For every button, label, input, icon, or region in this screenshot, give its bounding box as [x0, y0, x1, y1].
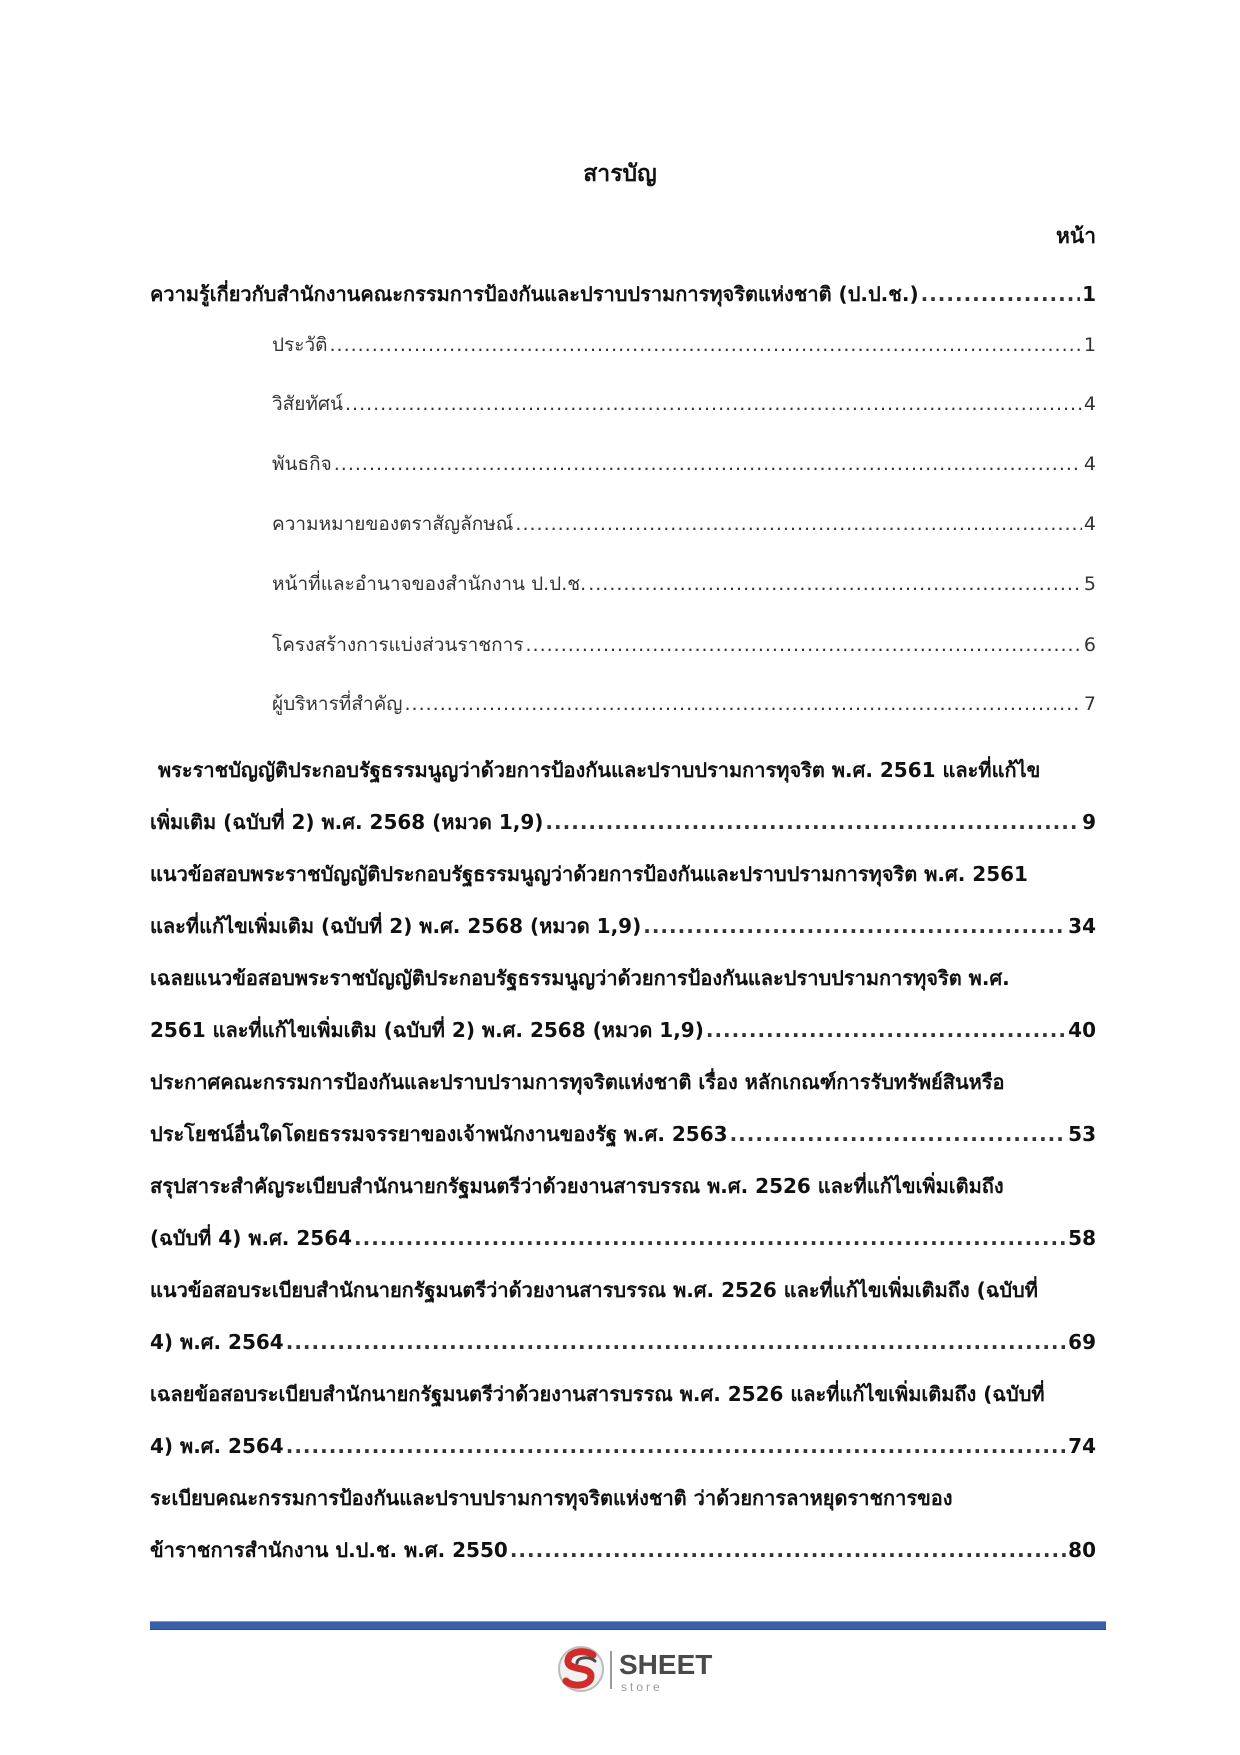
toc-page-number: 4	[1083, 513, 1096, 535]
toc-page-number: 74	[1068, 1434, 1096, 1458]
logo-subtext: store	[621, 1680, 663, 1694]
toc-entry-text: พระราชบัญญัติประกอบรัฐธรรมนูญว่าด้วยการป้องกันและปราบปรามการทุจริต พ.ศ. 2561 และที่แก้ไข	[158, 758, 1041, 782]
toc-entry-text: (ฉบับที่ 4) พ.ศ. 2564	[150, 1226, 353, 1250]
toc-subentry[interactable]	[272, 686, 1096, 722]
toc-entry-text: สรุปสาระสำคัญระเบียบสำนักนายกรัฐมนตรีว่าด้วยงานสารบรรณ พ.ศ. 2526 และที่แก้ไขเพิ่มเติมถึง	[150, 1174, 1004, 1198]
toc-entry-text: หน้าที่และอำนาจของสำนักงาน ป.ป.ช.	[272, 573, 587, 595]
toc-entry-text: แนวข้อสอบระเบียบสำนักนายกรัฐมนตรีว่าด้วยงานสารบรรณ พ.ศ. 2526 และที่แก้ไขเพิ่มเติมถึง (ฉบับที่	[150, 1278, 1038, 1302]
dot-leader	[286, 1420, 1066, 1472]
dot-leader	[354, 1212, 1066, 1264]
toc-page-number: 40	[1068, 1018, 1096, 1042]
toc-entry-text: ระเบียบคณะกรรมการป้องกันและปราบปรามการทุจริตแห่งชาติ ว่าด้วยการลาหยุดราชการของ	[150, 1486, 953, 1510]
toc-page-number: 80	[1068, 1538, 1096, 1562]
dot-leader	[345, 386, 1082, 422]
toc-entry[interactable]	[150, 1160, 1096, 1264]
toc-subentry[interactable]	[272, 446, 1096, 482]
dot-leader	[329, 327, 1081, 363]
sheet-store-logo	[555, 1641, 725, 1697]
toc-page-number: 1	[1083, 334, 1096, 356]
toc-page-number: 5	[1083, 573, 1096, 595]
toc-entry-text: วิสัยทัศน์	[272, 393, 343, 415]
toc-entry-text: ผู้บริหารที่สำคัญ	[272, 693, 403, 715]
dot-leader	[706, 1004, 1066, 1056]
toc-subentry[interactable]	[272, 566, 1096, 602]
toc-entry-text: เพิ่มเติม (ฉบับที่ 2) พ.ศ. 2568 (หมวด 1,9)	[150, 810, 544, 834]
toc-page-number: 58	[1068, 1226, 1096, 1250]
toc-entry[interactable]	[150, 1368, 1096, 1472]
toc-subentry[interactable]	[272, 506, 1096, 542]
toc-page-number: 1	[1082, 282, 1096, 306]
toc-page-number: 69	[1068, 1330, 1096, 1354]
toc-entry[interactable]	[150, 268, 1096, 320]
dot-leader	[526, 627, 1082, 663]
toc-entry[interactable]	[150, 1056, 1096, 1160]
toc-entry-text: ประวัติ	[272, 334, 328, 356]
logo-text: SHEET	[619, 1649, 713, 1680]
toc-entry-text: 4) พ.ศ. 2564	[150, 1330, 284, 1354]
dot-leader	[643, 900, 1066, 952]
toc-entry-text: เฉลยข้อสอบระเบียบสำนักนายกรัฐมนตรีว่าด้วยงานสารบรรณ พ.ศ. 2526 และที่แก้ไขเพิ่มเติมถึง (ฉบับที่	[150, 1382, 1045, 1406]
toc-entry-text: ประโยชน์อื่นใดโดยธรรมจรรยาของเจ้าพนักงานของรัฐ พ.ศ. 2563	[150, 1122, 728, 1146]
sheet-store-logo-graphic	[555, 1641, 725, 1697]
page-title: สารบัญ	[583, 161, 657, 187]
dot-leader	[515, 506, 1082, 542]
toc-entry-text: ความรู้เกี่ยวกับสำนักงานคณะกรรมการป้องกันและปราบปรามการทุจริตแห่งชาติ (ป.ป.ช.)	[150, 282, 919, 306]
toc-entry[interactable]	[150, 744, 1096, 848]
dot-leader	[510, 1524, 1066, 1576]
dot-leader	[405, 686, 1082, 722]
toc-subentry[interactable]	[272, 627, 1096, 663]
page-column-header: หน้า	[1056, 224, 1096, 248]
toc-entry-text: และที่แก้ไขเพิ่มเติม (ฉบับที่ 2) พ.ศ. 2568 (หมวด 1,9)	[150, 914, 642, 938]
dot-leader	[334, 446, 1082, 482]
toc-entry[interactable]	[150, 848, 1096, 952]
toc-entry-text: 4) พ.ศ. 2564	[150, 1434, 284, 1458]
toc-entry-text: แนวข้อสอบพระราชบัญญัติประกอบรัฐธรรมนูญว่าด้วยการป้องกันและปราบปรามการทุจริต พ.ศ. 2561	[150, 862, 1028, 886]
toc-page-number: 7	[1083, 693, 1096, 715]
toc-subentry[interactable]	[272, 386, 1096, 422]
toc-entry-text: 2561 และที่แก้ไขเพิ่มเติม (ฉบับที่ 2) พ.ศ. 2568 (หมวด 1,9)	[150, 1018, 704, 1042]
toc-entry-text: พันธกิจ	[272, 453, 332, 475]
toc-entry-text: ข้าราชการสำนักงาน ป.ป.ช. พ.ศ. 2550	[150, 1538, 508, 1562]
toc-page-number: 4	[1083, 453, 1096, 475]
toc-entry-text: เฉลยแนวข้อสอบพระราชบัญญัติประกอบรัฐธรรมนูญว่าด้วยการป้องกันและปราบปรามการทุจริต พ.ศ.	[150, 966, 1010, 990]
toc-entry[interactable]	[150, 1264, 1096, 1368]
toc-entry-text: ประกาศคณะกรรมการป้องกันและปราบปรามการทุจริตแห่งชาติ เรื่อง หลักเกณฑ์การรับทรัพย์สินหรือ	[150, 1070, 1005, 1094]
toc-entry[interactable]	[150, 952, 1096, 1056]
toc-page-number: 4	[1083, 393, 1096, 415]
toc-page-number: 6	[1083, 634, 1096, 656]
dot-leader	[921, 268, 1080, 320]
dot-leader	[545, 796, 1080, 848]
toc-entry[interactable]	[150, 1472, 1096, 1576]
toc-entry-text: ความหมายของตราสัญลักษณ์	[272, 513, 514, 535]
toc-page-number: 34	[1068, 914, 1096, 938]
dot-leader	[588, 566, 1082, 602]
footer-divider	[150, 1621, 1106, 1630]
s-mark-icon	[559, 1647, 603, 1691]
toc-subentry[interactable]	[272, 327, 1096, 363]
dot-leader	[730, 1108, 1067, 1160]
toc-entry-text: โครงสร้างการแบ่งส่วนราชการ	[272, 634, 524, 656]
dot-leader	[286, 1316, 1066, 1368]
toc-page-number: 53	[1068, 1122, 1096, 1146]
toc-page-number: 9	[1082, 810, 1096, 834]
